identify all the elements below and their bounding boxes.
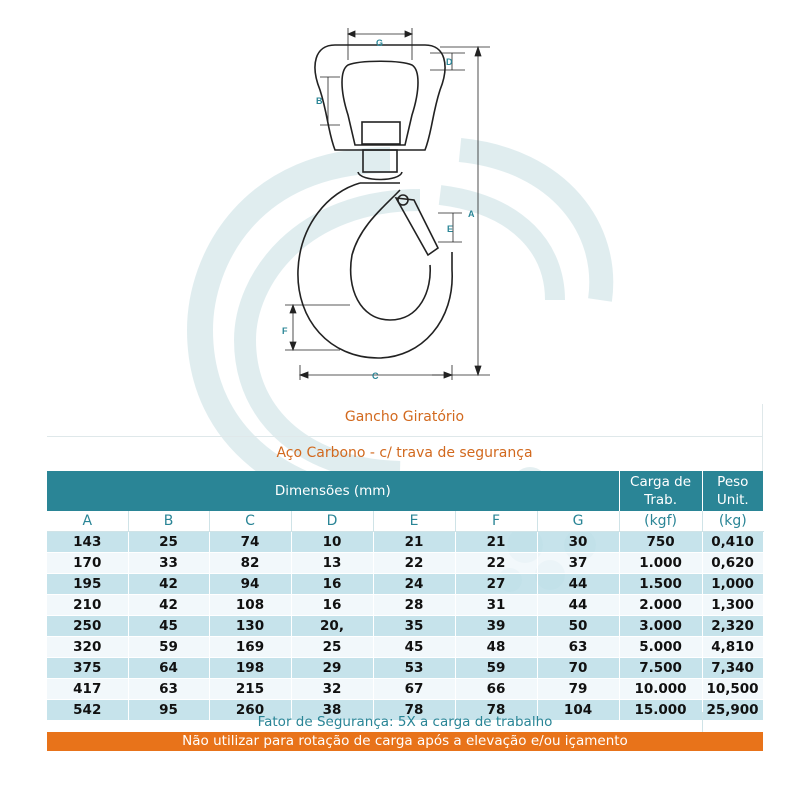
table-cell: 35 (373, 616, 455, 637)
table-cell: 31 (455, 595, 537, 616)
unit-col: B (128, 511, 209, 532)
table-cell: 67 (373, 679, 455, 700)
table-header-row (47, 471, 763, 511)
table-cell: 215 (209, 679, 291, 700)
table-cell: 10,500 (702, 679, 763, 700)
dim-label-f: F (282, 326, 288, 336)
table-cell: 104 (537, 700, 619, 721)
table-cell: 4,810 (702, 637, 763, 658)
table-cell: 10.000 (619, 679, 702, 700)
dim-label-d: D (446, 57, 453, 67)
table-cell: 143 (47, 532, 128, 553)
table-cell: 39 (455, 616, 537, 637)
table-cell: 2.000 (619, 595, 702, 616)
product-title: Gancho Giratório (344, 409, 465, 425)
table-cell: 130 (209, 616, 291, 637)
table-cell: 28 (373, 595, 455, 616)
table-row (47, 532, 763, 553)
unit-col: A (47, 511, 128, 532)
unit-col: F (455, 511, 537, 532)
safety-factor-note: Fator de Segurança: 5X a carga de trabalho (257, 714, 553, 730)
table-row (47, 574, 763, 595)
table-cell: 22 (373, 553, 455, 574)
table-cell: 27 (455, 574, 537, 595)
table-cell: 3.000 (619, 616, 702, 637)
warning-banner: Não utilizar para rotação de carga após a elevação e/ou içamento (47, 732, 763, 751)
table-cell: 79 (537, 679, 619, 700)
table-units-row (47, 511, 763, 532)
header-carga: Carga de Trab. (619, 471, 702, 511)
table-cell: 195 (47, 574, 128, 595)
table-cell: 29 (291, 658, 373, 679)
table-cell: 44 (537, 595, 619, 616)
unit-col: (kg) (702, 511, 763, 532)
table-cell: 63 (128, 679, 209, 700)
swivel-hook-drawing (200, 20, 530, 390)
dim-label-g: G (376, 38, 384, 48)
table-cell: 63 (537, 637, 619, 658)
table-cell: 1,300 (702, 595, 763, 616)
table-row (47, 637, 763, 658)
table-cell: 320 (47, 637, 128, 658)
table-cell: 94 (209, 574, 291, 595)
table-row (47, 595, 763, 616)
table-cell: 82 (209, 553, 291, 574)
table-cell: 33 (128, 553, 209, 574)
table-cell: 2,320 (702, 616, 763, 637)
table-cell: 64 (128, 658, 209, 679)
table-cell: 50 (537, 616, 619, 637)
table-cell: 10 (291, 532, 373, 553)
unit-col: E (373, 511, 455, 532)
table-cell: 7,340 (702, 658, 763, 679)
table-cell: 37 (537, 553, 619, 574)
table-cell: 30 (537, 532, 619, 553)
table-cell: 24 (373, 574, 455, 595)
table-cell: 20, (291, 616, 373, 637)
table-cell: 750 (619, 532, 702, 553)
table-cell: 66 (455, 679, 537, 700)
dim-label-a: A (468, 209, 475, 219)
unit-col: C (209, 511, 291, 532)
table-cell: 170 (47, 553, 128, 574)
table-cell: 70 (537, 658, 619, 679)
table-cell: 542 (47, 700, 128, 721)
table-cell: 32 (291, 679, 373, 700)
table-cell: 0,410 (702, 532, 763, 553)
dim-label-e: E (447, 224, 454, 234)
table-cell: 7.500 (619, 658, 702, 679)
table-cell: 1.500 (619, 574, 702, 595)
table-row (47, 679, 763, 700)
header-dimensions: Dimensões (mm) (47, 471, 619, 511)
table-cell: 25 (128, 532, 209, 553)
table-cell: 260 (209, 700, 291, 721)
table-cell: 38 (291, 700, 373, 721)
safety-divider (702, 712, 703, 732)
table-row (47, 658, 763, 679)
table-cell: 25 (291, 637, 373, 658)
table-cell: 42 (128, 574, 209, 595)
table-cell: 15.000 (619, 700, 702, 721)
table-cell: 21 (455, 532, 537, 553)
table-cell: 42 (128, 595, 209, 616)
table-cell: 198 (209, 658, 291, 679)
dim-label-b: B (316, 96, 323, 106)
table-cell: 45 (128, 616, 209, 637)
table-cell: 74 (209, 532, 291, 553)
table-cell: 5.000 (619, 637, 702, 658)
dim-label-c: C (372, 371, 379, 381)
table-cell: 95 (128, 700, 209, 721)
table-cell: 21 (373, 532, 455, 553)
table-cell: 1,000 (702, 574, 763, 595)
table-cell: 78 (373, 700, 455, 721)
title-divider (47, 436, 762, 437)
table-cell: 59 (128, 637, 209, 658)
title-side-rule (762, 404, 763, 471)
table-cell: 53 (373, 658, 455, 679)
table-cell: 250 (47, 616, 128, 637)
table-cell: 13 (291, 553, 373, 574)
table-cell: 44 (537, 574, 619, 595)
unit-col: (kgf) (619, 511, 702, 532)
header-peso: Peso Unit. (702, 471, 763, 511)
table-cell: 59 (455, 658, 537, 679)
table-row (47, 616, 763, 637)
table-cell: 108 (209, 595, 291, 616)
table-cell: 375 (47, 658, 128, 679)
table-cell: 16 (291, 595, 373, 616)
hook-body (298, 183, 452, 358)
unit-col: D (291, 511, 373, 532)
table-cell: 25,900 (702, 700, 763, 721)
table-cell: 1.000 (619, 553, 702, 574)
table-cell: 22 (455, 553, 537, 574)
table-cell: 16 (291, 574, 373, 595)
table-cell: 78 (455, 700, 537, 721)
table-cell: 169 (209, 637, 291, 658)
table-cell: 210 (47, 595, 128, 616)
table-cell: 0,620 (702, 553, 763, 574)
specification-table (47, 471, 764, 721)
table-cell: 48 (455, 637, 537, 658)
table-cell: 417 (47, 679, 128, 700)
table-row (47, 553, 763, 574)
table-cell: 45 (373, 637, 455, 658)
unit-col: G (537, 511, 619, 532)
table-body (47, 532, 763, 721)
material-title: Aço Carbono - c/ trava de segurança (276, 445, 533, 461)
